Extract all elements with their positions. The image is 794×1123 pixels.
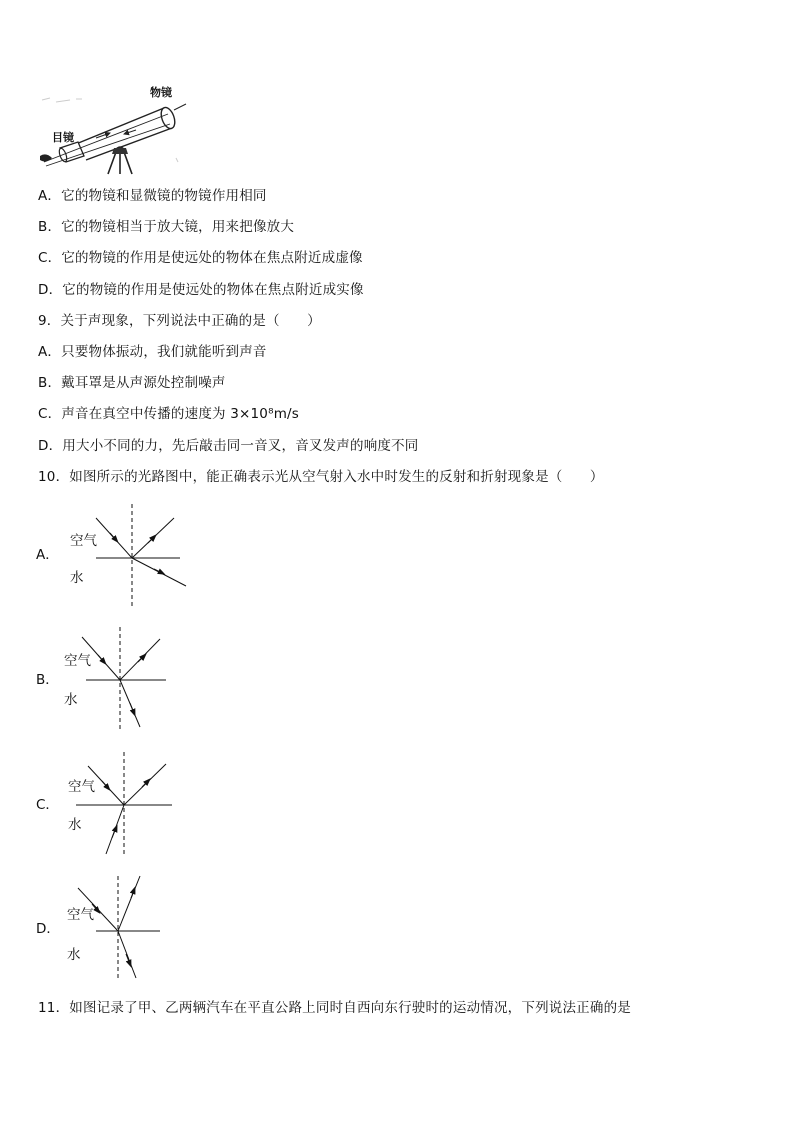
q8-option-d: D．它的物镜的作用是使远处的物体在焦点附近成实像 [38,282,364,298]
water-label-b: 水 [64,692,78,708]
light-path-diagram-b [36,625,196,735]
water-label-c: 水 [68,817,82,833]
q10-stem: 10．如图所示的光路图中，能正确表示光从空气射入水中时发生的反射和折射现象是（ ） [38,469,604,485]
q10-option-d [36,874,196,984]
option-label-d: D． [36,921,60,937]
eyepiece-label: 目镜 [52,131,74,144]
water-label-a: 水 [70,570,84,586]
q9-option-b: B．戴耳罩是从声源处控制噪声 [38,375,226,391]
air-label-c: 空气 [68,779,95,795]
q10-option-a [36,500,196,610]
air-label-d: 空气 [67,907,94,923]
water-label-d: 水 [67,947,81,963]
objective-lens-label: 物镜 [150,86,172,99]
option-label-c: C． [36,797,59,813]
telescope-drawing [36,82,196,177]
q10-option-b [36,625,196,735]
q9-option-c: C．声音在真空中传播的速度为 3×10⁸m/s [38,406,300,422]
air-label-a: 空气 [70,533,97,549]
light-path-diagram-a [36,500,196,610]
air-label-b: 空气 [64,653,91,669]
q11-stem: 11．如图记录了甲、乙两辆汽车在平直公路上同时自西向东行驶时的运动情况，下列说法正确的是 [38,1000,631,1016]
option-label-b: B． [36,672,59,688]
q9-option-d: D．用大小不同的力，先后敲击同一音叉，音叉发声的响度不同 [38,438,419,454]
q9-stem: 9．关于声现象，下列说法中正确的是（ ） [38,313,321,329]
option-label-a: A． [36,547,59,563]
telescope-figure [36,82,196,177]
q8-option-c: C．它的物镜的作用是使远处的物体在焦点附近成虚像 [38,250,363,266]
q8-option-a: A．它的物镜和显微镜的物镜作用相同 [38,188,267,204]
light-path-diagram-c [36,750,196,860]
q9-option-a: A．只要物体振动，我们就能听到声音 [38,344,267,360]
q8-option-b: B．它的物镜相当于放大镜，用来把像放大 [38,219,295,235]
q10-option-c [36,750,196,860]
light-path-diagram-d [36,874,196,984]
